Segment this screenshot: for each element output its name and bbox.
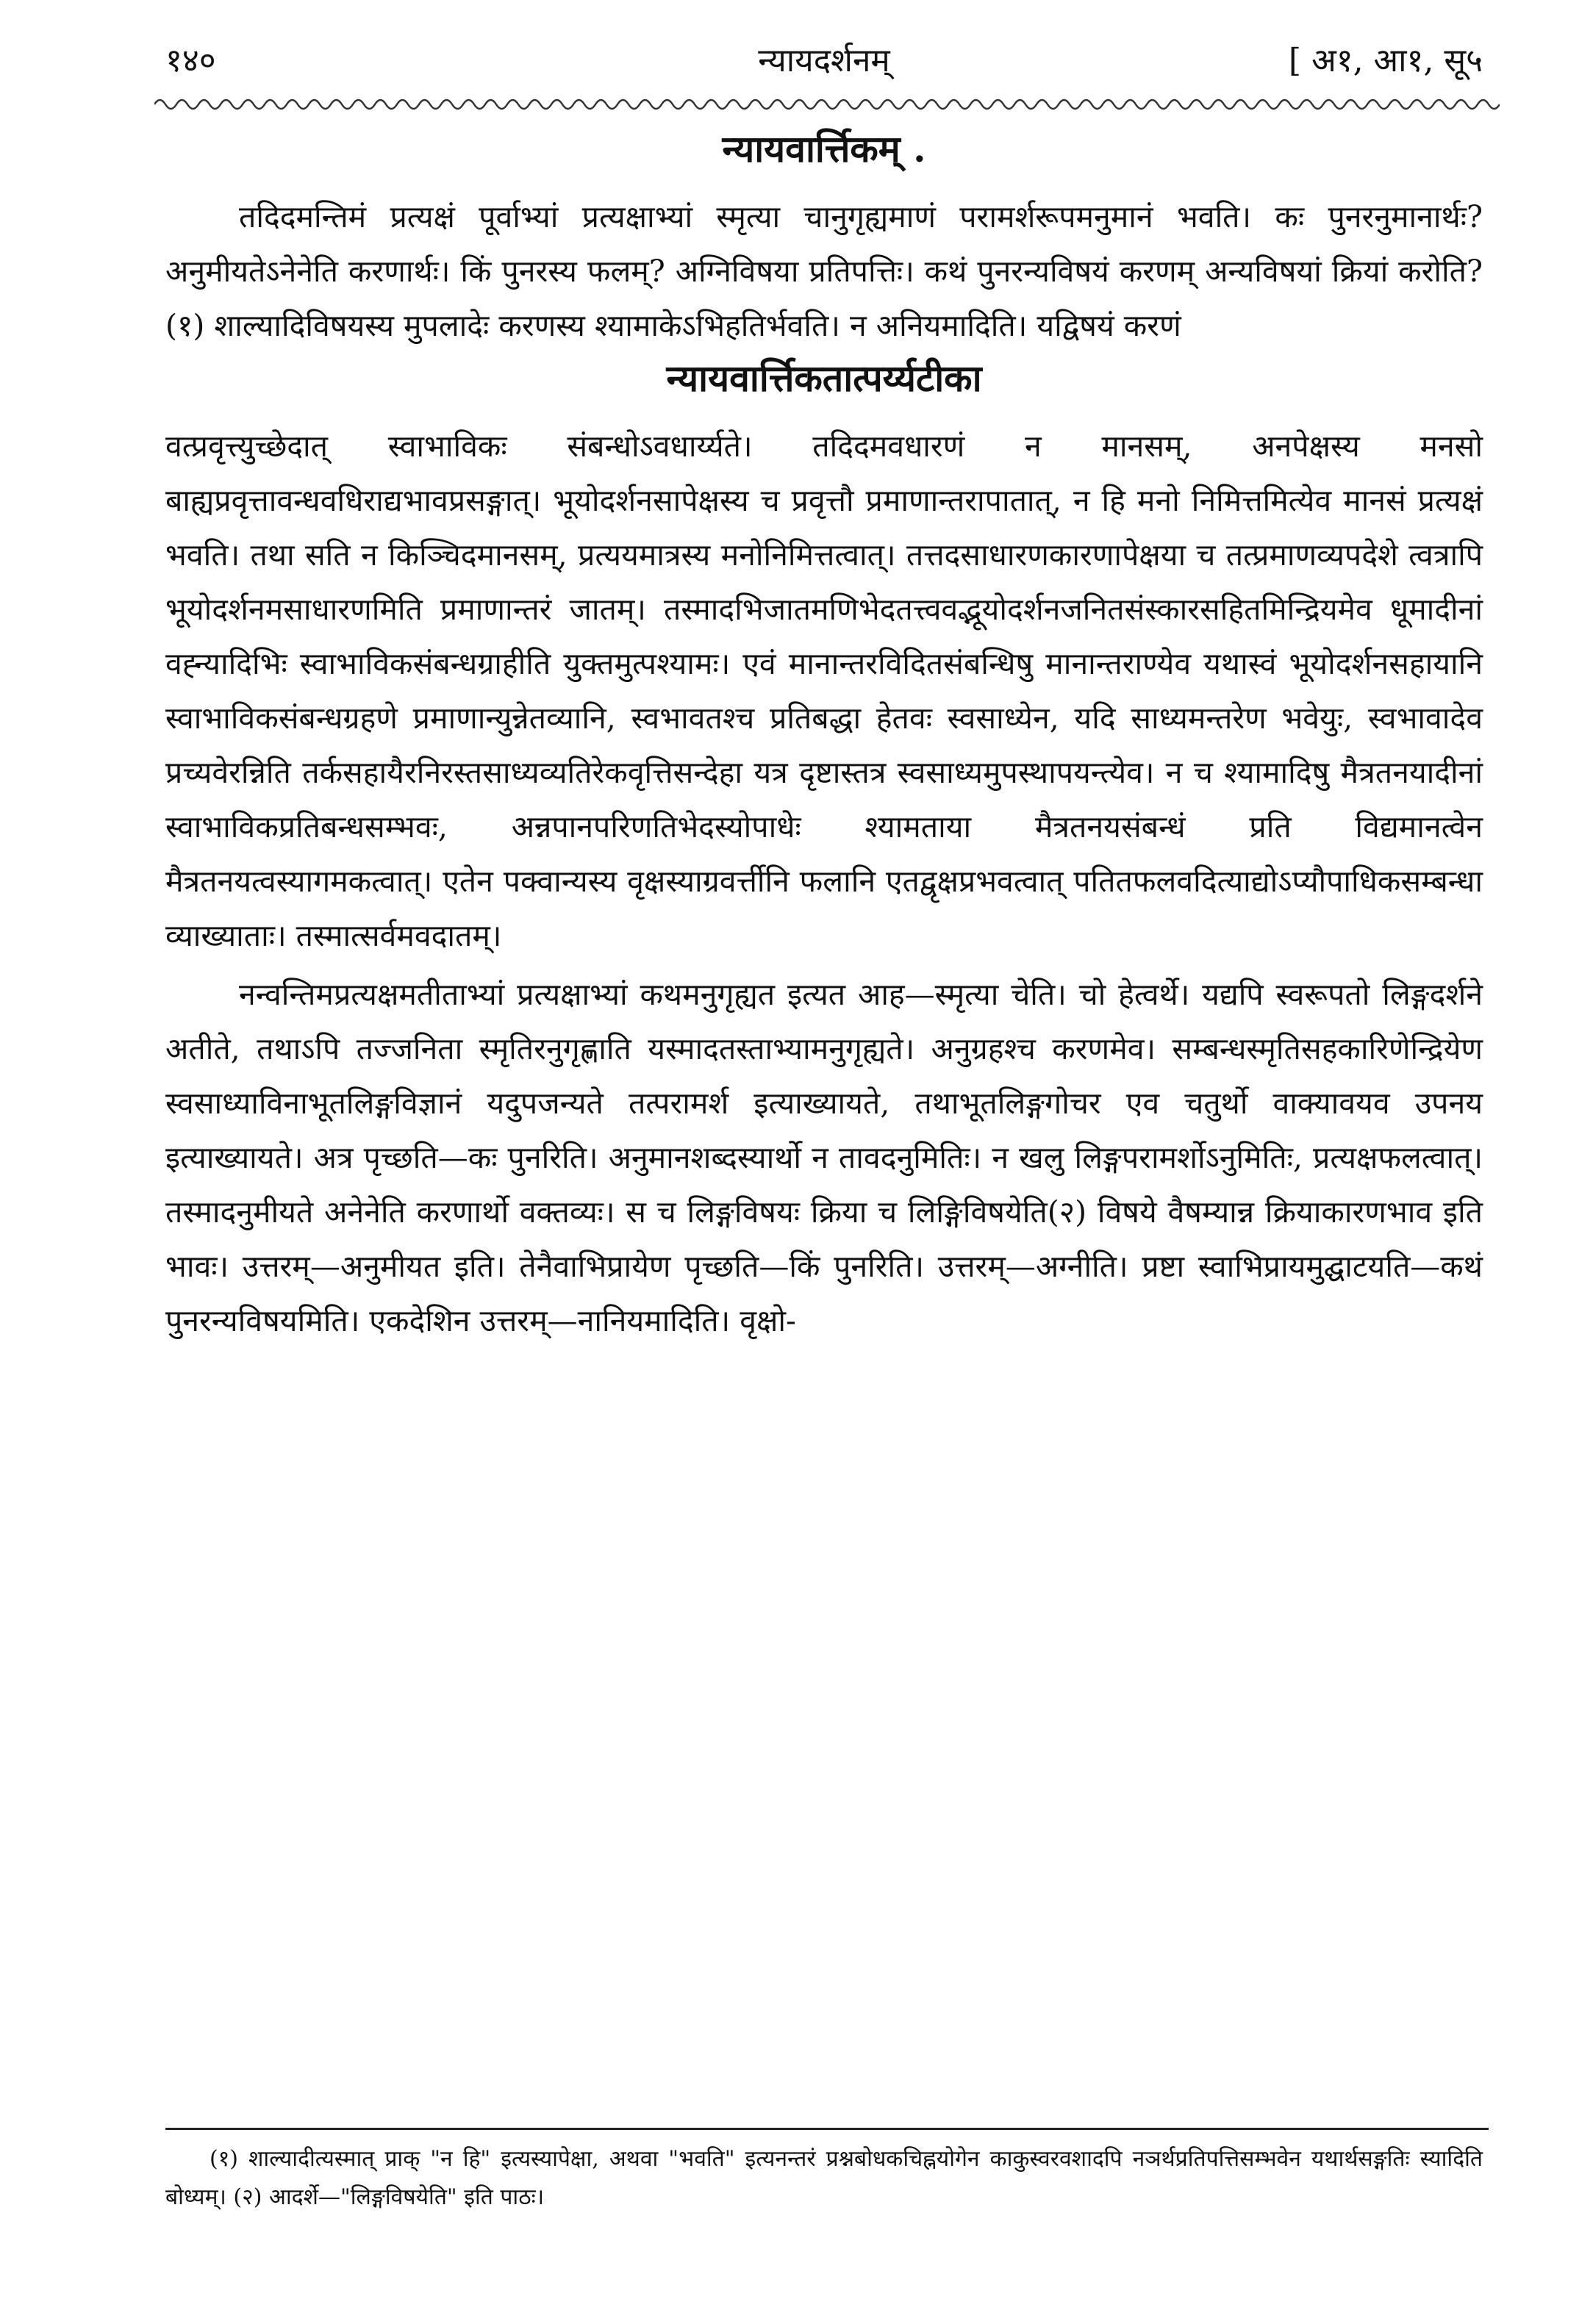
footnote-rule: [165, 2128, 1489, 2130]
tika-heading: न्यायवार्त्तिकतात्पर्य्यटीका: [666, 356, 982, 400]
wavy-rule: [154, 94, 1500, 115]
tika-paragraph-1: वत्प्रवृत्त्युच्छेदात् स्वाभाविकः संबन्धोऽवधार्य्यते। तदिदमवधारणं न मानसम्, अनपेक्षस्य मनसो बाह्यप्रवृत्तावन्धवधिराद्यभावप्रसङ्गात्। भूयोदर्शनसापेक्षस्य च प्रवृत्तौ प्रमाणान्तरापातात्, न हि मनो निमित्तमित्येव मानसं प्रत्यक्षं भवति। तथा सति न किञ्चिदमानसम्, प्रत्ययमात्रस्य मनोनिमित्तत्वात्। तत्तदसाधारणकारणापेक्षया च तत्प्रमाणव्यपदेशे त्वत्रापि भूयोदर्शनमसाधारणमिति प्रमाणान्तरं जातम्। तस्मादभिजातमणिभेदतत्त्ववद्भूयोदर्शनजनितसंस्कारसहितमिन्द्रियमेव धूमादीनां वह्न्यादिभिः स्वाभाविकसंबन्धग्राहीति युक्तमुत्पश्यामः। एवं मानान्तरविदितसंबन्धिषु मानान्तराण्येव यथास्वं भूयोदर्शनसहायानि स्वाभाविकसंबन्धग्रहणे प्रमाणान्युन्नेतव्यानि, स्वभावतश्च प्रतिबद्धा हेतवः स्वसाध्येन, यदि साध्यमन्तरेण भवेयुः, स्वभावादेव प्रच्यवेरन्निति तर्कसहायैरनिरस्तसाध्यव्यतिरेकवृत्तिसन्देहा यत्र दृष्टास्तत्र स्वसाध्यमुपस्थापयन्त्येव। न च श्यामादिषु मैत्रतनयादीनां स्वाभाविकप्रतिबन्धसम्भवः, अन्नपानपरिणतिभेदस्योपाधेः श्यामताया मैत्रतनयसंबन्धं प्रति विद्यमानत्वेन मैत्रतनयत्वस्यागमकत्वात्। एतेन पक्वान्यस्य वृक्षस्याग्रवर्त्तीनि फलानि एतद्वृक्षप्रभवत्वात् पतितफलवदित्याद्योऽप्यौपाधिकसम्बन्धा व्याख्याताः। तस्मात्सर्वमवदातम्।: [165, 428, 1483, 953]
page-number: १४०: [165, 42, 216, 79]
main-content: [165, 123, 1483, 1348]
chapter-reference: [ अ१, आ१, सू५: [1288, 42, 1483, 79]
book-title: न्यायदर्शनम्: [758, 42, 890, 79]
footnotes: (१) शाल्यादीत्यस्मात् प्राक् "न हि" इत्यस्यापेक्षा, अथवा "भवति" इत्यनन्तरं प्रश्नबोधकचिह्नयोगेन काकुस्वरवशादपि नञर्थप्रतिपत्तिसम्भवेन यथार्थसङ्गतिः स्यादिति बोध्यम्। (२) आदर्शे—"लिङ्गविषयेति" इति पाठः।: [165, 2146, 1483, 2210]
tika-paragraph-2: नन्वन्तिमप्रत्यक्षमतीताभ्यां प्रत्यक्षाभ्यां कथमनुगृह्यत इत्यत आह—स्मृत्या चेति। चो हेत्वर्थे। यद्यपि स्वरूपतो लिङ्गदर्शने अतीते, तथाऽपि तज्जनिता स्मृतिरनुगृह्णाति यस्मादतस्ताभ्यामनुगृह्यते। अनुग्रहश्च करणमेव। सम्बन्धस्मृतिसहकारिणेन्द्रियेण स्वसाध्याविनाभूतलिङ्गविज्ञानं यदुपजन्यते तत्परामर्श इत्याख्यायते, तथाभूतलिङ्गगोचर एव चतुर्थो वाक्यावयव उपनय इत्याख्यायते। अत्र पृच्छति—कः पुनरिति। अनुमानशब्दस्यार्थो न तावदनुमितिः। न खलु लिङ्गपरामर्शोऽनुमितिः, प्रत्यक्षफलत्वात्। तस्मादनुमीयते अनेनेति करणार्थो वक्तव्यः। स च लिङ्गविषयः क्रिया च लिङ्गिविषयेति(२) विषये वैषम्यान्न क्रियाकारणभाव इति भावः। उत्तरम्—अनुमीयत इति। तेनैवाभिप्रायेण पृच्छति—किं पुनरिति। उत्तरम्—अग्नीति। प्रष्टा स्वाभिप्रायमुद्घाटयति—कथं पुनरन्यविषयमिति। एकदेशिन उत्तरम्—नानियमादिति। वृक्षो-: [165, 977, 1483, 1338]
running-header: [165, 37, 1483, 88]
vartika-paragraph: तदिदमन्तिमं प्रत्यक्षं पूर्वाभ्यां प्रत्यक्षाभ्यां स्मृत्या चानुगृह्यमाणं परामर्शरूपमनुमानं भवति। कः पुनरनुमानार्थः? अनुमीयतेऽनेनेति करणार्थः। किं पुनरस्य फलम्? अग्निविषया प्रतिपत्तिः। कथं पुनरन्यविषयं करणम् अन्यविषयां क्रियां करोति? (१) शाल्यादिविषयस्य मुपलादेः करणस्य श्यामाकेऽभिहतिर्भवति। न अनियमादिति। यद्विषयं करणं: [165, 199, 1483, 343]
vartika-heading: न्यायवार्त्तिकम् .: [722, 127, 926, 171]
